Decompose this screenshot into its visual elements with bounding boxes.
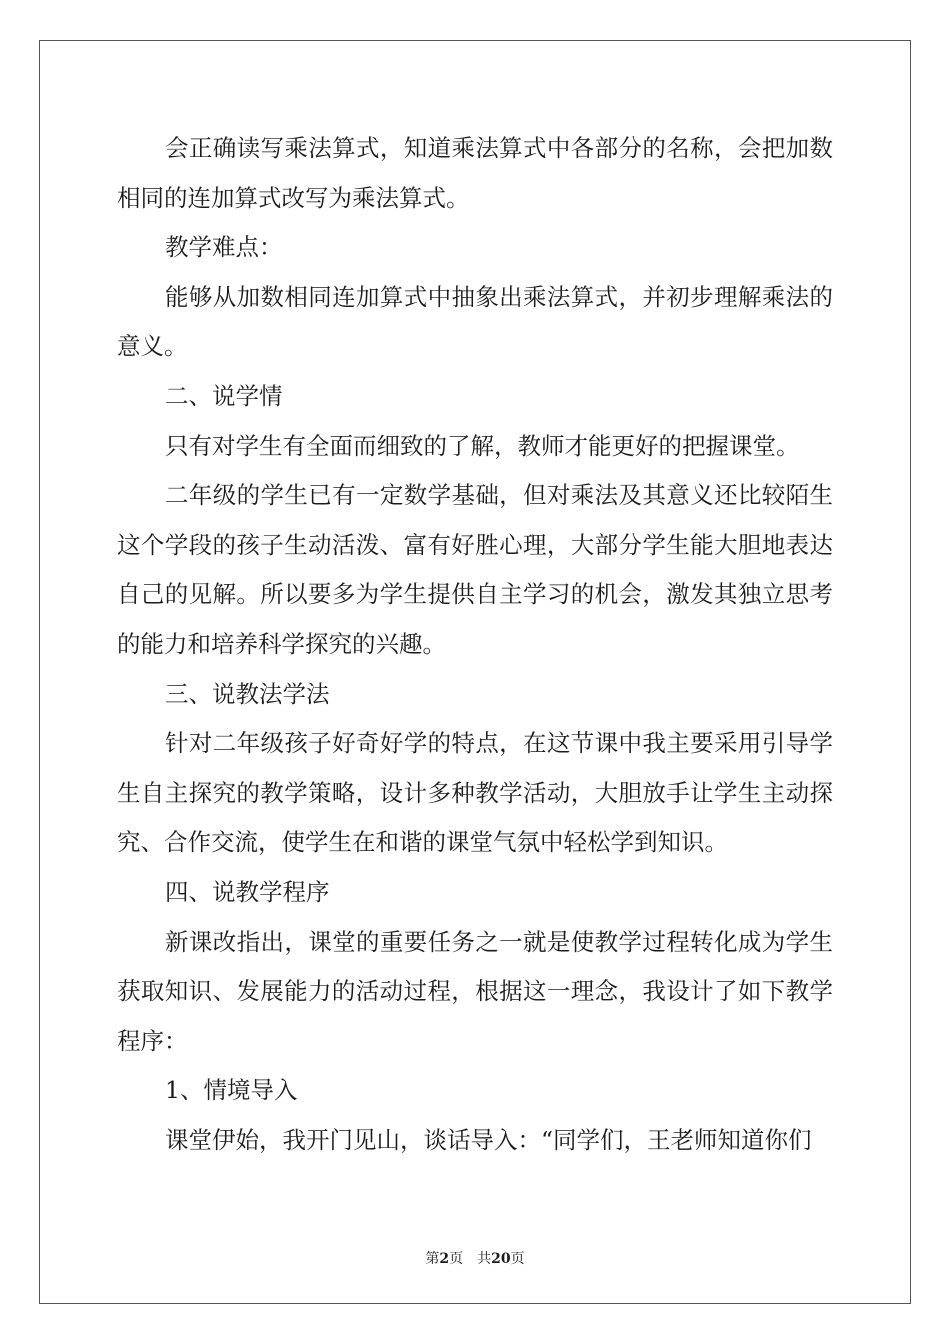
footer-mid: 页 共 (449, 1251, 492, 1267)
footer-prefix: 第 (425, 1251, 440, 1267)
text-line: 四、说教学程序 (165, 878, 330, 906)
text-line: 相同的连加算式改写为乘法算式。 (117, 184, 470, 212)
page-footer (0, 1248, 950, 1268)
text-line: 三、说教法学法 (165, 680, 330, 708)
text-line: 二年级的学生已有一定数学基础，但对乘法及其意义还比较陌生 (165, 481, 833, 509)
footer-page-number: 2 (439, 1251, 450, 1267)
text-line: 这个学段的孩子生动活泼、富有好胜心理，大部分学生能大胆地表达 (117, 531, 833, 559)
text-line: 会正确读写乘法算式，知道乘法算式中各部分的名称，会把加数 (165, 134, 833, 162)
text-line: 教学难点： (165, 233, 283, 261)
text-line: 针对二年级孩子好奇好学的特点，在这节课中我主要采用引导学 (165, 729, 833, 757)
text-line: 自己的见解。所以要多为学生提供自主学习的机会，激发其独立思考 (117, 580, 833, 608)
footer-total-pages: 20 (491, 1251, 511, 1267)
text-line: 意义。 (117, 332, 188, 360)
text-line: 只有对学生有全面而细致的了解，教师才能更好的把握课堂。 (165, 432, 800, 460)
text-line: 究、合作交流，使学生在和谐的课堂气氛中轻松学到知识。 (117, 828, 728, 856)
text-line: 课堂伊始，我开门见山，谈话导入：“同学们，王老师知道你们 (165, 1126, 812, 1154)
text-line: 生自主探究的教学策略，设计多种教学活动，大胆放手让学生主动探 (117, 779, 833, 807)
page-border (39, 40, 911, 1304)
text-line: 程序： (117, 1027, 188, 1055)
footer-suffix: 页 (510, 1251, 525, 1267)
text-line: 能够从加数相同连加算式中抽象出乘法算式，并初步理解乘法的 (165, 283, 833, 311)
text-line: 二、说学情 (165, 382, 283, 410)
text-line: 新课改指出，课堂的重要任务之一就是使教学过程转化成为学生 (165, 928, 833, 956)
text-line: 获取知识、发展能力的活动过程，根据这一理念，我设计了如下教学 (117, 977, 833, 1005)
text-line: 1、情境导入 (165, 1076, 298, 1104)
text-line: 的能力和培养科学探究的兴趣。 (117, 630, 446, 658)
